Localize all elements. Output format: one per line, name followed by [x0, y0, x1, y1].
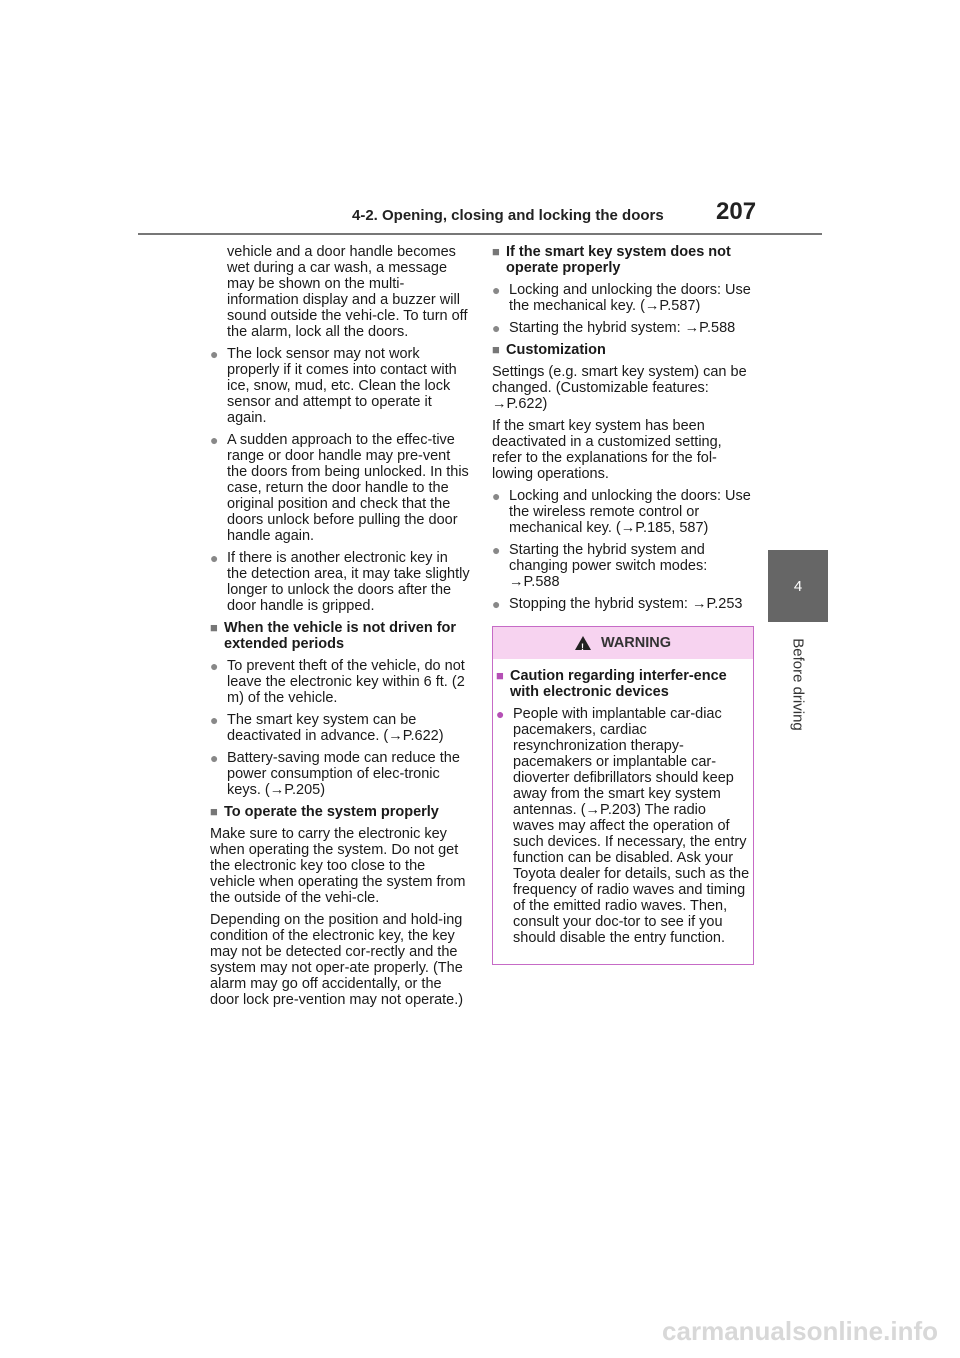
- right-column: [492, 244, 754, 965]
- list-item: [210, 432, 472, 544]
- list-item: [492, 542, 754, 590]
- list-item: [210, 658, 472, 706]
- subheading-text: Customization: [506, 342, 606, 358]
- subheading-text: To operate the system properly: [224, 804, 439, 820]
- warning-subheading: [496, 668, 750, 700]
- list-item: [492, 320, 754, 336]
- square-icon: ■: [496, 668, 504, 683]
- bullet-icon: ●: [210, 658, 219, 674]
- bullet-icon: ●: [210, 346, 219, 362]
- warning-title: WARNING: [600, 635, 672, 651]
- subheading: [210, 620, 472, 652]
- subheading: [492, 342, 754, 358]
- bullet-icon: ●: [210, 550, 219, 566]
- list-item-text: Locking and unlocking the doors: Use the wireless remote control or mechanical key. (→P.185, 587): [509, 488, 751, 536]
- chapter-tab[interactable]: 4: [768, 550, 828, 622]
- header-divider: [138, 233, 822, 235]
- list-item-text: Starting the hybrid system and changing power switch modes: →P.588: [509, 542, 708, 590]
- chapter-label: Before driving: [789, 638, 807, 731]
- warning-box: [492, 626, 754, 965]
- list-item: [210, 550, 472, 614]
- subheading: [210, 804, 472, 820]
- paragraph: Depending on the position and hold-ing condition of the electronic key, the key may not be detected cor-rectly and the system may not oper-ate properly. (The alarm may go off accidentally, or the door lock pre-vention may not operate.): [210, 912, 464, 1008]
- paragraph: If the smart key system has been deactivated in a customized setting, refer to the explanations for the fol-lowing operations.: [492, 418, 722, 482]
- bullet-icon: ●: [492, 596, 501, 612]
- list-item-text: Stopping the hybrid system: →P.253: [509, 596, 743, 612]
- left-column: [210, 244, 472, 1014]
- bullet-icon: ●: [492, 542, 501, 558]
- list-item-text: The lock sensor may not work properly if it comes into contact with ice, snow, mud, etc. Clean the lock sensor and attempt to operate it again.: [227, 346, 457, 426]
- list-item: [492, 596, 754, 612]
- continued-text: vehicle and a door handle becomes wet during a car wash, a message may be shown on the multi-information display and a buzzer will sound outside the vehi-cle. To turn off the alarm, lock all the doors.: [227, 244, 468, 340]
- list-item-text: People with implantable car-diac pacemakers, cardiac resynchronization therapy-pacemakers or implantable car-dioverter defibrillators should keep away from the smart key system antennas. (→P.203) The radio waves may affect the operation of such devices. If necessary, the entry function can be disabled. Ask your Toyota dealer for details, such as the frequency of radio waves and timing of the emitted radio waves. Then, consult your doc-tor to see if you should disable the entry function.: [513, 706, 750, 946]
- page-number: 207: [716, 198, 757, 225]
- list-item-text: To prevent theft of the vehicle, do not leave the electronic key within 6 ft. (2 m) of the vehicle.: [227, 658, 465, 706]
- square-icon: ■: [210, 620, 218, 635]
- warning-triangle-icon: !: [575, 636, 591, 650]
- list-item: [210, 712, 472, 744]
- bullet-icon: ●: [210, 432, 219, 448]
- bullet-icon: ●: [496, 706, 505, 722]
- bullet-icon: ●: [492, 282, 501, 298]
- subheading-text: When the vehicle is not driven for extended periods: [224, 620, 457, 652]
- list-item: [210, 750, 472, 798]
- bullet-icon: ●: [492, 488, 501, 504]
- section-title: 4-2. Opening, closing and locking the doors: [352, 207, 664, 224]
- list-item-text: Locking and unlocking the doors: Use the mechanical key. (→P.587): [509, 282, 751, 314]
- paragraph: Make sure to carry the electronic key when operating the system. Do not get the electronic key too close to the vehicle when operating the system from the outside of the vehi-cle.: [210, 826, 466, 906]
- subheading-text: Caution regarding interfer-ence with electronic devices: [510, 668, 727, 700]
- bullet-icon: ●: [492, 320, 501, 336]
- list-item-text: If there is another electronic key in the detection area, it may take slightly longer to unlock the doors after the door handle is gripped.: [227, 550, 470, 614]
- warning-header: [493, 627, 753, 659]
- paragraph: Settings (e.g. smart key system) can be changed. (Customizable features: →P.622): [492, 364, 747, 412]
- subheading: [492, 244, 754, 276]
- list-item: [492, 488, 754, 536]
- list-item-text: A sudden approach to the effec-tive range or door handle may pre-vent the doors from being unlocked. In this case, return the door handle to the original position and check that the doors unlock before pulling the door handle again.: [227, 432, 469, 544]
- bullet-icon: ●: [210, 750, 219, 766]
- warning-body: [493, 659, 753, 964]
- square-icon: ■: [210, 804, 218, 819]
- list-item-text: Starting the hybrid system: →P.588: [509, 320, 736, 336]
- list-item: [492, 282, 754, 314]
- watermark: carmanualsonline.info: [662, 1316, 938, 1346]
- subheading-text: If the smart key system does not operate properly: [506, 244, 731, 276]
- square-icon: ■: [492, 342, 500, 357]
- list-item: [210, 346, 472, 426]
- list-item-text: The smart key system can be deactivated in advance. (→P.622): [227, 712, 444, 744]
- list-item-text: Battery-saving mode can reduce the power consumption of elec-tronic keys. (→P.205): [227, 750, 460, 798]
- square-icon: ■: [492, 244, 500, 259]
- list-item: [496, 706, 750, 946]
- bullet-icon: ●: [210, 712, 219, 728]
